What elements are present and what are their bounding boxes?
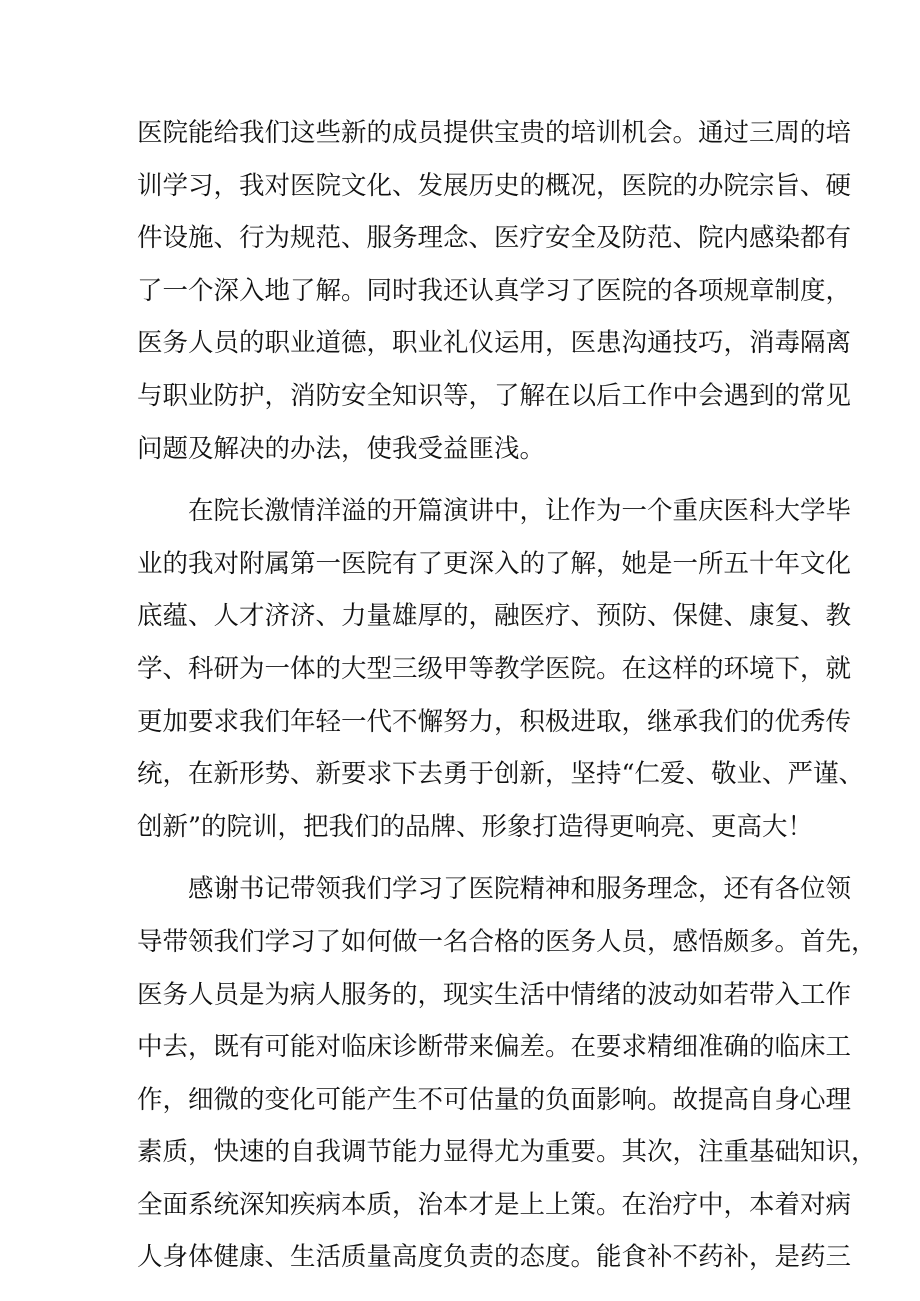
text-line: 与职业防护，消防安全知识等，了解在以后工作中会遇到的常见 (137, 380, 852, 411)
paragraph-training-overview (137, 107, 852, 475)
text-line: 医务人员是为病人服务的，现实生活中情绪的波动如若带入工作 (137, 979, 852, 1010)
text-line: 训学习，我对医院文化、发展历史的概况，医院的办院宗旨、硬 (137, 170, 852, 201)
text-line: 问题及解决的办法，使我受益匪浅。 (137, 433, 546, 464)
text-line: 业的我对附属第一医院有了更深入的了解，她是一所五十年文化 (137, 548, 852, 579)
text-line: 导带领我们学习了如何做一名合格的医务人员，感悟颇多。首先， (137, 926, 877, 957)
text-line: 感谢书记带领我们学习了医院精神和服务理念，还有各位领 (188, 874, 852, 905)
paragraph-spacer (137, 853, 805, 863)
paragraph-gratitude (137, 863, 877, 1284)
text-line: 创新”的院训，把我们的品牌、形象打造得更响亮、更高大！ (137, 811, 814, 842)
text-line: 中去，既有可能对临床诊断带来偏差。在要求精细准确的临床工 (137, 1032, 852, 1063)
text-line: 医务人员的职业道德，职业礼仪运用，医患沟通技巧，消毒隔离 (137, 328, 852, 359)
text-line: 统，在新形势、新要求下去勇于创新，坚持“仁爱、敬业、严谨、 (137, 759, 865, 790)
text-line: 更加要求我们年轻一代不懈努力，积极进取，继承我们的优秀传 (137, 706, 852, 737)
text-line: 素质，快速的自我调节能力显得尤为重要。其次，注重基础知识， (137, 1137, 877, 1168)
document-body (137, 107, 877, 1284)
text-line: 了一个深入地了解。同时我还认真学习了医院的各项规章制度， (137, 275, 852, 306)
text-line: 底蕴、人才济济、力量雄厚的，融医疗、预防、保健、康复、教 (137, 601, 852, 632)
text-line: 件设施、行为规范、服务理念、医疗安全及防范、院内感染都有 (137, 223, 852, 254)
text-line: 医院能给我们这些新的成员提供宝贵的培训机会。通过三周的培 (137, 118, 852, 148)
text-line: 学、科研为一体的大型三级甲等教学医院。在这样的环境下，就 (137, 653, 852, 684)
text-line: 作，细微的变化可能产生不可估量的负面影响。故提高自身心理 (137, 1084, 852, 1115)
paragraph-spacer (137, 475, 805, 485)
text-line: 全面系统深知疾病本质，治本才是上上策。在治疗中，本着对病 (137, 1189, 852, 1220)
paragraph-president-speech (137, 485, 865, 853)
text-line: 在院长激情洋溢的开篇演讲中，让作为一个重庆医科大学毕 (188, 496, 852, 527)
text-line: 人身体健康、生活质量高度负责的态度。能食补不药补，是药三 (137, 1242, 852, 1273)
